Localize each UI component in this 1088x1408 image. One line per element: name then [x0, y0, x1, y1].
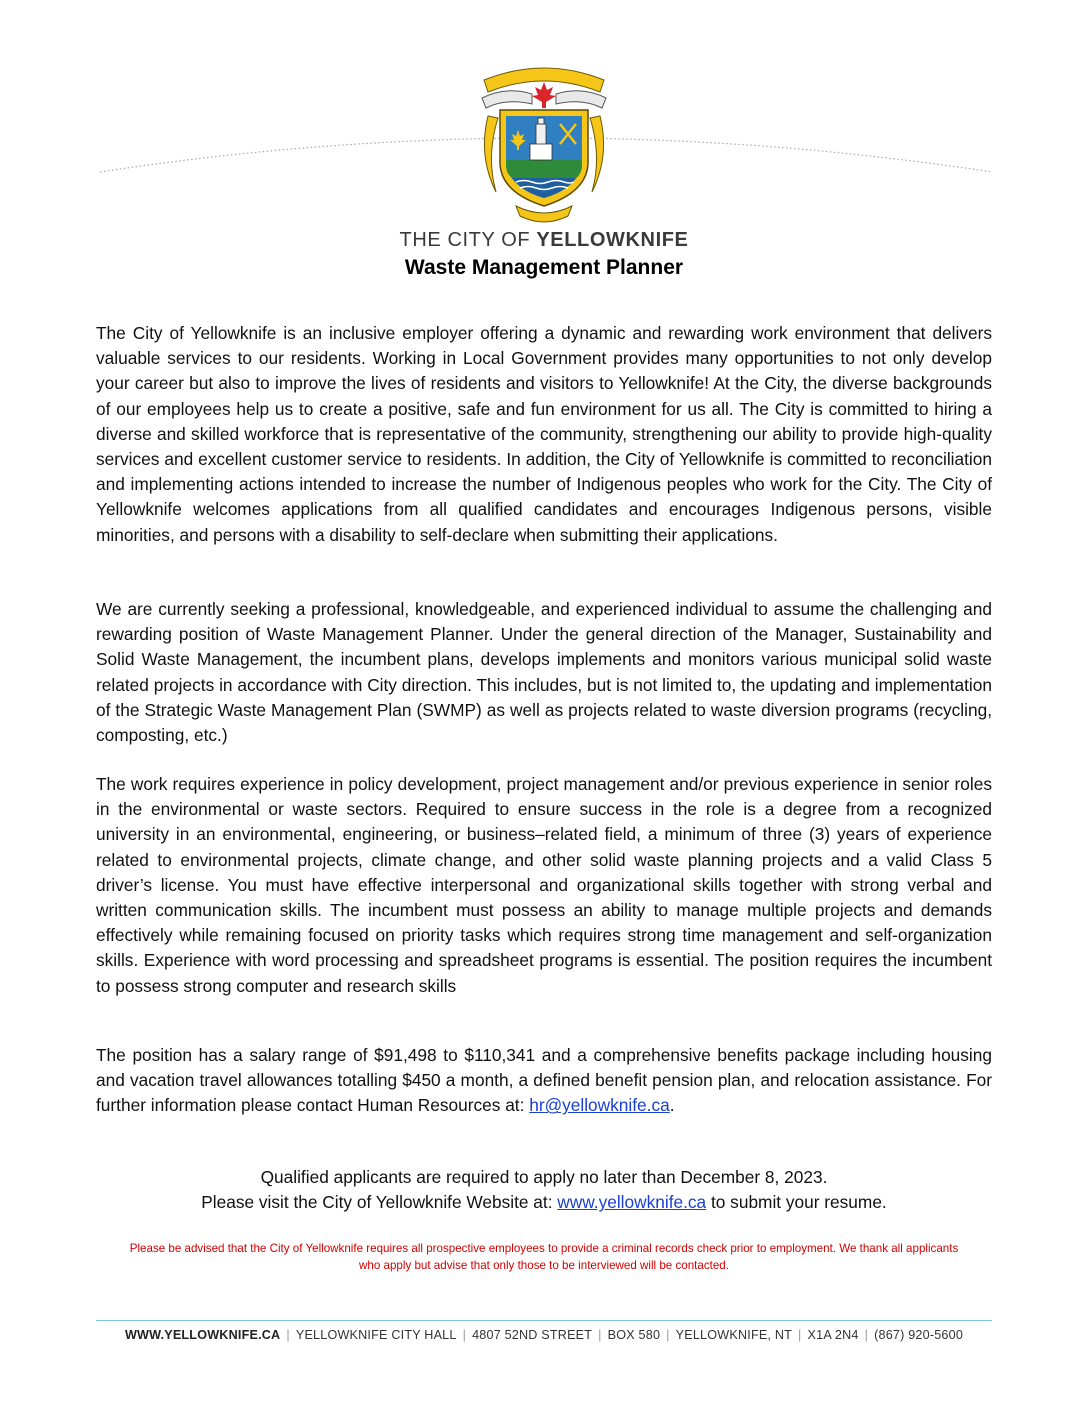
footer-separator: | [798, 1328, 802, 1342]
org-name [0, 229, 1088, 252]
salary-text: The position has a salary range of $91,498 to $110,341 and a comprehensive benefits package including housing and vacation travel allowances totalling $450 a month, a defined benefit pension plan, and relocation assistance. For further information please contact Human Resources at: [96, 1045, 992, 1116]
apply-deadline: Qualified applicants are required to apply no later than December 8, 2023. [260, 1167, 828, 1187]
footer-item: 4807 52ND STREET [472, 1328, 593, 1342]
footer-separator: | [598, 1328, 602, 1342]
apply-website-line [0, 1190, 1088, 1215]
apply-website-suffix: to submit your resume. [706, 1192, 887, 1213]
footer-separator: | [864, 1328, 869, 1342]
job-title: Waste Management Planner [404, 256, 684, 279]
org-prefix: THE CITY OF [399, 229, 537, 251]
criminal-check-notice: Please be advised that the City of Yellowknife requires all prospective employees to provide a criminal records check prior to employment. We thank all applicants who apply but advise that only those to be interviewed will be contacted. [129, 1242, 959, 1272]
salary-text-end: . [669, 1095, 675, 1116]
org-name-main: YELLOWKNIFE [536, 229, 689, 251]
footer-separator: | [666, 1328, 670, 1342]
footer-separator: | [462, 1328, 467, 1342]
footer-separator: | [286, 1328, 290, 1342]
hr-email-link[interactable]: hr@yellowknife.ca [529, 1095, 670, 1116]
city-crest-logo [476, 60, 612, 224]
footer-divider [96, 1320, 992, 1321]
requirements-paragraph: The work requires experience in policy development, project management and/or previous experience in senior roles in the environmental or waste sectors. Required to ensure success in the role is a degree from a recognized university in an environmental, engineering, or business–related field, a minimum of three (3) years of experience related to environmental projects, climate change, and other solid waste planning projects and a valid Class 5 driver’s license. You must have effective interpersonal and organizational skills together with strong verbal and written communication skills. The incumbent must possess an ability to manage multiple projects and demands effectively while remaining focused on priority tasks which requires strong time management and self-organization skills. Experience with word processing and spreadsheet programs is essential. The position requires the incumbent to possess strong computer and research skills [96, 774, 992, 996]
footer-item: BOX 580 [607, 1328, 661, 1342]
footer-item: X1A 2N4 [807, 1328, 859, 1342]
apply-website-prefix: Please visit the City of Yellowknife Website at: [201, 1192, 558, 1213]
footer-contact [96, 1328, 992, 1342]
website-link[interactable]: www.yellowknife.ca [557, 1192, 707, 1213]
salary-paragraph [96, 1043, 992, 1119]
apply-instructions [0, 1165, 1088, 1215]
position-paragraph: We are currently seeking a professional, knowledgeable, and experienced individual to assume the challenging and rewarding position of Waste Management Planner. Under the general direction of the Manager, Sustainability and Solid Waste Management, the incumbent plans, develops implements and monitors various municipal solid waste related projects in accordance with City direction. This includes, but is not limited to, the updating and implementation of the Strategic Waste Management Plan (SWMP) as well as projects related to waste diversion programs (recycling, composting, etc.) [96, 599, 992, 746]
footer-item: YELLOWKNIFE, NT [675, 1328, 793, 1342]
footer-item: YELLOWKNIFE CITY HALL [295, 1328, 457, 1342]
footer-item: (867) 920-5600 [874, 1328, 964, 1342]
footer-website: WWW.YELLOWKNIFE.CA [124, 1328, 281, 1342]
intro-paragraph: The City of Yellowknife is an inclusive employer offering a dynamic and rewarding work environment that delivers valuable services to our residents. Working in Local Government provides many opportunities to not only develop your career but also to improve the lives of residents and visitors to Yellowknife! At the City, the diverse backgrounds of our employees help us to create a positive, safe and fun environment for us all. The City is committed to hiring a diverse and skilled workforce that is representative of the community, strengthening our ability to provide high-quality services and excellent customer service to residents. In addition, the City of Yellowknife is committed to reconciliation and implementing actions intended to increase the number of Indigenous peoples who work for the City. The City of Yellowknife welcomes applications from all qualified candidates and encourages Indigenous persons, visible minorities, and persons with a disability to self-declare when submitting their applications. [96, 323, 992, 545]
